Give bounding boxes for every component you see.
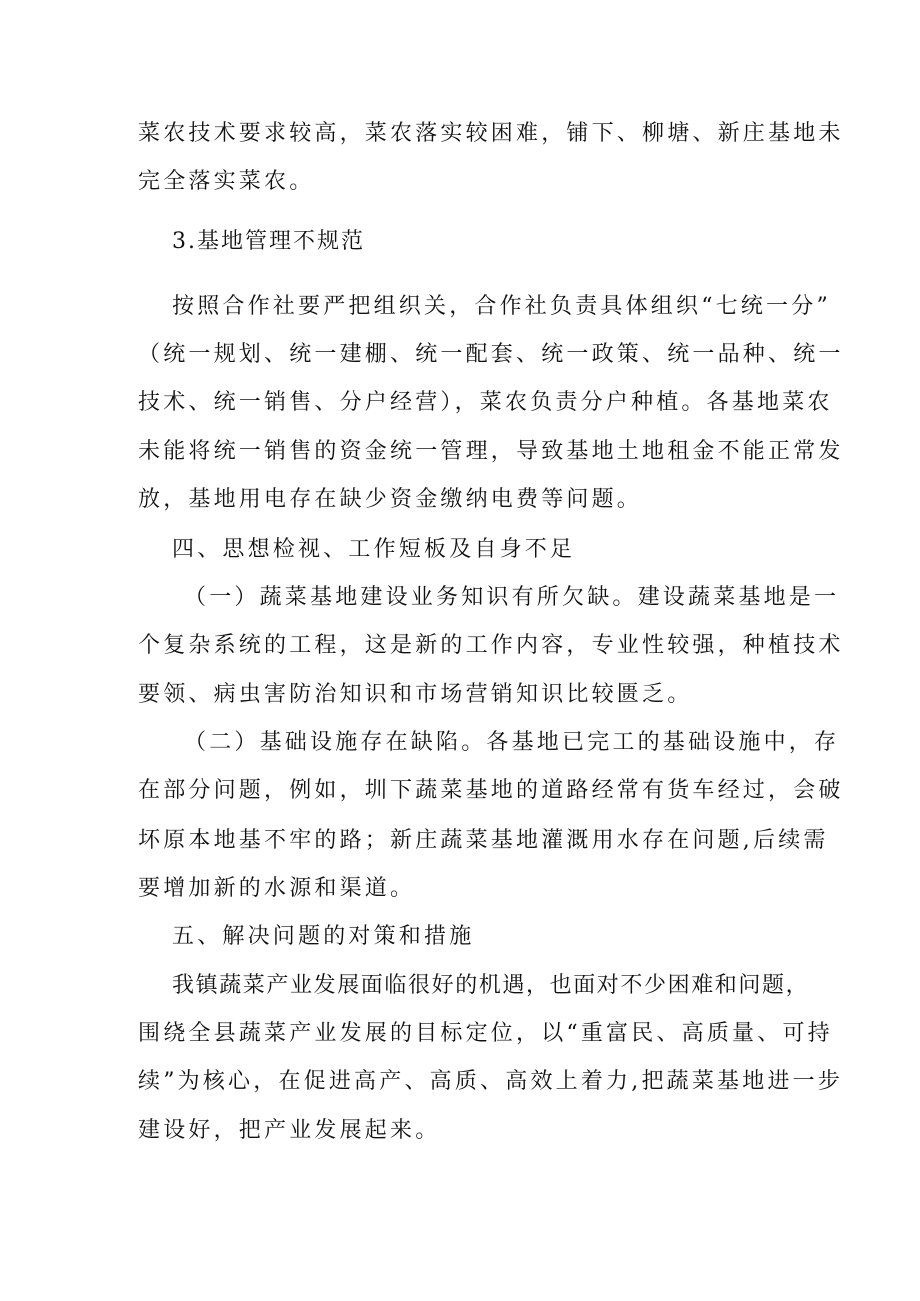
paragraph-line: 在部分问题，例如，圳下蔬菜基地的道路经常有货车经过，会破 — [138, 778, 844, 803]
paragraph-line: 菜农技术要求较高，菜农落实较困难，铺下、柳塘、新庄基地未 — [138, 121, 844, 146]
paragraph-line: 放，基地用电存在缺少资金缴纳电费等问题。 — [138, 487, 643, 512]
paragraph-line: 续”为核心，在促进高产、高质、高效上着力,把蔬菜基地进一步 — [138, 1069, 844, 1094]
paragraph-line: 技术、统一销售、分户经营），菜农负责分户种植。各基地菜农 — [138, 390, 833, 415]
paragraph-line: （统一规划、统一建棚、统一配套、统一政策、统一品种、统一 — [138, 342, 844, 367]
section-heading: 五、解决问题的对策和措施 — [172, 924, 475, 949]
paragraph-line: （一）蔬菜基地建设业务知识有所欠缺。建设蔬菜基地是一 — [184, 585, 840, 610]
paragraph-line: 未能将统一销售的资金统一管理，导致基地土地租金不能正常发 — [138, 439, 844, 464]
paragraph-line: 建设好，把产业发展起来。 — [138, 1118, 441, 1143]
paragraph-line: 坏原本地基不牢的路；新庄蔬菜基地灌溉用水存在问题,后续需 — [138, 828, 829, 853]
section-heading: 3.基地管理不规范 — [172, 229, 365, 254]
paragraph-line: 围绕全县蔬菜产业发展的目标定位，以“重富民、高质量、可持 — [138, 1021, 833, 1046]
section-heading: 四、思想检视、工作短板及自身不足 — [172, 537, 576, 562]
paragraph-line: 完全落实菜农。 — [138, 169, 315, 194]
paragraph-line: （二）基础设施存在缺陷。各基地已完工的基础设施中，存 — [184, 730, 840, 755]
paragraph-line: 我镇蔬菜产业发展面临很好的机遇，也面对不少困难和问题， — [172, 973, 810, 998]
paragraph-line: 个复杂系统的工程，这是新的工作内容，专业性较强，种植技术 — [138, 633, 844, 658]
paragraph-line: 要领、病虫害防治知识和市场营销知识比较匮乏。 — [138, 682, 693, 707]
paragraph-line: 按照合作社要严把组织关，合作社负责具体组织“七统一分” — [172, 294, 831, 319]
paragraph-line: 要增加新的水源和渠道。 — [138, 876, 416, 901]
